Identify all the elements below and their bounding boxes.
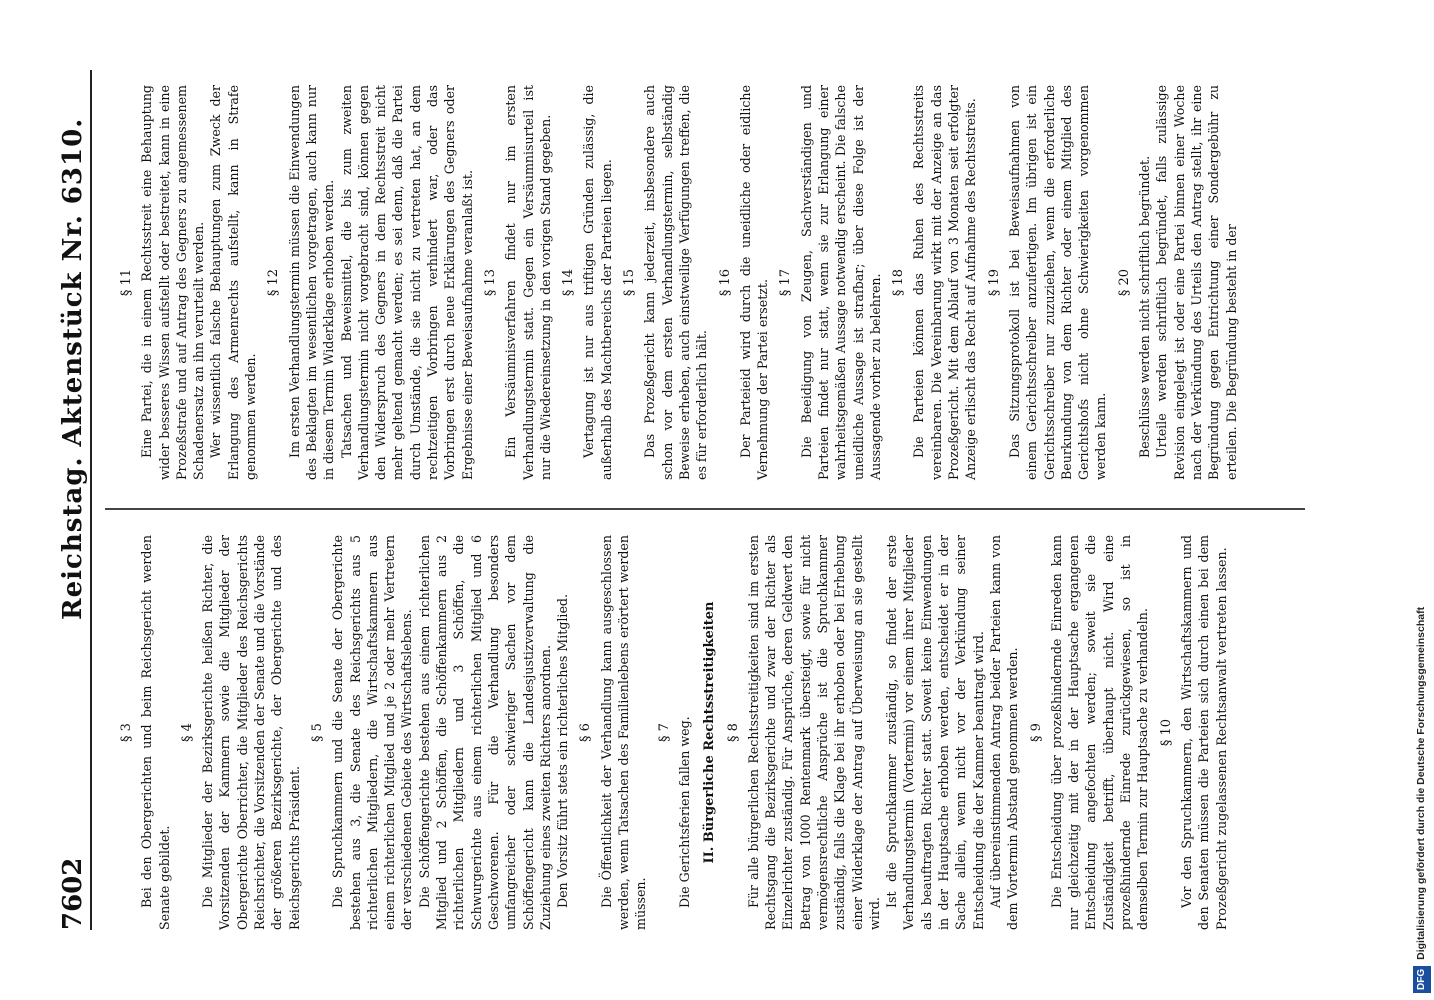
paragraph: Ein Versäumnisverfahren findet nur im ersten Verhandlungstermin statt. Gegen ein Versäumnisurteil ist nur die Wiedereinsetzung in den vorigen Stand gegeben.: [503, 85, 553, 480]
section-number: § 7: [656, 723, 672, 742]
paragraph: Auf übereinstimmenden Antrag beider Parteien kann von dem Vortermin Abstand genommen werden.: [987, 535, 1021, 930]
paragraph: Die Entscheidung über prozeßhindernde Einreden kann nur gleichzeitig mit der in der Hauptsache ergangenen Entscheidung angefochten werden; soweit sie die Zuständigkeit betrifft, überhaupt nicht. Wird eine prozeßhindernde Einrede zurückgewiesen, so ist in demselben Termin zur Hauptsache zu verhandeln.: [1048, 535, 1151, 930]
section-number: § 10: [1158, 718, 1174, 747]
paragraph: Vertagung ist nur aus triftigen Gründen zulässig, die außerhalb des Machtbereichs der Parteien liegen.: [581, 85, 614, 480]
section-number: § 12: [266, 268, 282, 297]
header-rule: [90, 70, 92, 930]
column-divider: [105, 508, 1305, 510]
dfg-logo: DFG: [1413, 966, 1431, 993]
paragraph: Bei den Obergerichten und beim Reichsgericht werden Senate gebildet.: [139, 535, 172, 930]
section-number: § 6: [578, 723, 594, 742]
section-number: § 8: [725, 723, 741, 742]
section-number: § 11: [119, 268, 134, 297]
paragraph: Tatsachen und Beweismittel, die bis zum zweiten Verhandlungstermin nicht vorgebracht sind, können gegen den Widerspruch des Gegners in dem Rechtsstreit nicht mehr geltend gemacht werden; es sei denn, daß die Partei durch Umstände, die sie nicht zu vertreten hat, an dem rechtzeitigen Vorbringen verhindert war, oder das Vorbringen erst durch neue Erklärungen des Gegners oder Ergebnisse einer Beweisaufnahme veranlaßt ist.: [338, 85, 475, 480]
paragraph: Für alle bürgerlichen Rechtsstreitigkeiten sind im ersten Rechtsgang die Bezirksgerichte und zwar der Richter als Einzelrichter zuständig. Für Ansprüche, deren Geldwert den Betrag von 1000 Rentenmark übersteigt, sowie für nicht vermögensrechtliche Ansprüche ist die Spruchkammer zuständig, falls die Klage bei ihr erhoben oder bei Erhebung einer Widerklage der Antrag auf Überweisung an sie gestellt wird.: [745, 535, 882, 930]
section-number: § 5: [309, 723, 325, 742]
paragraph: Wer wissentlich falsche Behauptungen zum Zweck der Erlangung des Armenrechts aufstellt, kann in Strafe genommen werden.: [208, 85, 259, 480]
paragraph: Vor den Spruchkammern, den Wirtschaftskammern und den Senaten müssen die Parteien sich durch einen bei dem Prozeßgericht zugelassenen Rechtsanwalt vertreten lassen.: [1178, 535, 1229, 930]
section-number: § 4: [179, 723, 195, 742]
paragraph: Die Spruchkammern und die Senate der Obergerichte bestehen aus 3, die Senate des Reichsgerichts aus 5 richterlichen Mitgliedern, die Wirtschaftskammern aus einem richterlichen Mitglied und je 2 oder mehr Vertretern der verschiedenen Gebiete des Wirtschaftslebens.: [330, 535, 415, 930]
paragraph: Das Sitzungsprotokoll ist bei Beweisaufnahmen von einem Gerichtsschreiber anzufertigen. Im übrigen ist ein Gerichtsschreiber nur zuzuziehen, wenn die erforderliche Beurkundung von dem Richter oder einem Mitglied des Gerichtshofs nicht ohne Schwierigkeiten vorgenommen werden kann.: [1006, 85, 1109, 480]
section-number: § 14: [561, 268, 577, 297]
section-number: § 13: [482, 268, 498, 297]
section-number: § 18: [891, 268, 907, 297]
paragraph: Die Schöffengerichte bestehen aus einem richterlichen Mitglied und 2 Schöffen, die Schöffenkammern aus 2 richterlichen Mitgliedern und 3 Schöffen, die Schwurgerichte aus einem richterlichen Mitglied und 6 Geschworenen. Für die Verhandlung besonders umfangreicher oder schwieriger Sachen vor dem Schöffengericht kann die Landesjustizverwaltung die Zuziehung eines zweiten Richters anordnen.: [416, 535, 553, 930]
paragraph: Urteile werden schriftlich begründet, falls zulässige Revision eingelegt ist oder eine Partei binnen einer Woche nach der Verkündung des Urteils den Antrag stellt, ihr eine Begründung gegen Entrichtung einer Sondergebühr zu erteilen. Die Begründung besteht in der: [1154, 85, 1239, 480]
section-number: § 17: [778, 268, 794, 297]
paragraph: Die Beeidigung von Zeugen, Sachverständigen und Parteien findet nur statt, wenn sie zur Erlangung einer wahrheitsgemäßen Aussage notwendig erscheint. Die falsche uneidliche Aussage ist strafbar; über diese Folge ist der Aussagende vorher zu belehren.: [798, 85, 883, 480]
paragraph: Die Parteien können das Ruhen des Rechtsstreits vereinbaren. Die Vereinbarung wirkt mit der Anzeige an das Prozeßgericht. Mit dem Ablauf von 3 Monaten seit erfolgter Anzeige erlischt das Recht auf Aufnahme des Rechtsstreits.: [911, 85, 979, 480]
dfg-credit: [1412, 8, 1430, 993]
paragraph: Die Öffentlichkeit der Verhandlung kann ausgeschlossen werden, wenn Tatsachen des Familienlebens erörtert werden müssen.: [598, 535, 649, 930]
paragraph: Die Mitglieder der Bezirksgerichte heißen Richter, die Vorsitzenden der Kammern sowie die Mitglieder der Obergerichte Oberrichter, die Mitglieder des Reichsgerichts Reichsrichter, die Vorsitzenden der Senate und die Vorstände der größeren Bezirksgerichte, der Obergerichte und des Reichsgerichts Präsident.: [200, 535, 302, 930]
section-number: § 19: [986, 268, 1002, 297]
right-column: [112, 85, 1240, 480]
paragraph: Die Gerichtsferien fallen weg.: [676, 716, 692, 908]
paragraph: Ist die Spruchkammer zuständig, so findet der erste Verhandlungstermin (Vortermin) vor einem ihrer Mitglieder als beauftragten Richter statt. Soweit keine Einwendungen in der Hauptsache erhoben werden, entscheidet er in der Sache allein, wenn nicht vor der Verkündung seiner Entscheidung die der Kammer beantragt wird.: [884, 535, 986, 930]
paragraph: Beschlüsse werden nicht schriftlich begründet.: [1137, 155, 1153, 458]
paragraph: Das Prozeßgericht kann jederzeit, insbesondere auch schon vor dem ersten Verhandlungstermin, selbständig Beweise erheben, auch einstweilige Verfügungen treffen, die es für erforderlich hält.: [642, 85, 710, 480]
paragraph: Eine Partei, die in einem Rechtsstreit eine Behauptung wider besseres Wissen aufstellt oder bestreitet, kann in eine Prozeßstrafe und auf Antrag des Gegners zu angemessenem Schadenersatz an ihn verurteilt werden.: [139, 85, 207, 480]
paragraph: Der Parteieid wird durch die uneidliche oder eidliche Vernehmung der Partei ersetzt.: [737, 85, 771, 480]
section-number: § 16: [717, 268, 733, 297]
section-number: § 15: [622, 268, 638, 297]
page-number: 7602: [58, 857, 88, 930]
section-number: § 3: [119, 723, 134, 742]
section-number: § 20: [1116, 268, 1132, 297]
left-column: [112, 535, 1230, 930]
paragraph: Den Vorsitz führt stets ein richterliches Mitglied.: [555, 594, 571, 908]
paragraph: Im ersten Verhandlungstermin müssen die Einwendungen des Beklagten im wesentlichen vorgetragen, auch kann nur in diesem Termin Widerklage erhoben werden.: [286, 85, 337, 480]
dfg-sidebar: [1412, 8, 1430, 993]
section-number: § 9: [1028, 723, 1044, 742]
page-header: [52, 50, 92, 930]
dfg-credit-text: Digitalisierung gefördert durch die Deutsche Forschungsgemeinschaft: [1415, 606, 1427, 960]
page-title: Reichstag. Aktenstück Nr. 6310.: [58, 117, 88, 620]
section-heading: II. Bürgerliche Rechtsstreitigkeiten: [702, 601, 718, 864]
